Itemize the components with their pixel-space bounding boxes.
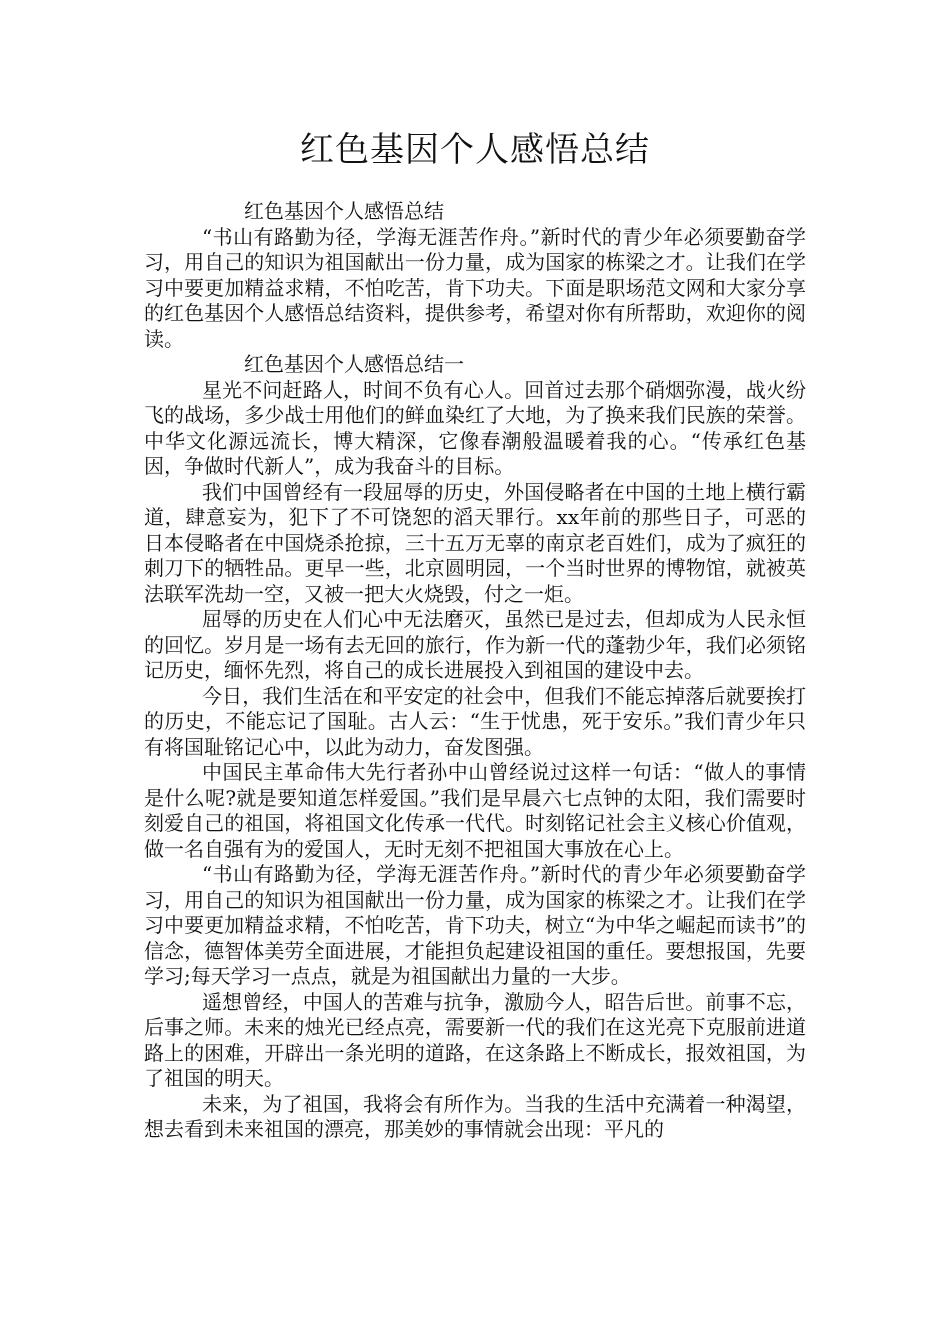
- paragraph: 未来，为了祖国，我将会有所作为。当我的生活中充满着一种渴望，想去看到未来祖国的漂亮，那美妙的事情就会出现：平凡的: [144, 1091, 806, 1141]
- paragraph: “书山有路勤为径，学海无涯苦作舟。”新时代的青少年必须要勤奋学习，用自己的知识为祖国献出一份力量，成为国家的栋梁之才。让我们在学习中要更加精益求精，不怕吃苦，肯下功夫。下面是职场范文网和大家分享的红色基因个人感悟总结资料，提供参考，希望对你有所帮助，欢迎你的阅读。: [144, 224, 806, 351]
- paragraph: 星光不问赶路人，时间不负有心人。回首过去那个硝烟弥漫，战火纷飞的战场，多少战士用他们的鲜血染红了大地，为了换来我们民族的荣誉。中华文化源远流长，博大精深，它像春潮般温暖着我的心。“传承红色基因，争做时代新人”，成为我奋斗的目标。: [144, 377, 806, 478]
- document-title: 红色基因个人感悟总结: [300, 130, 650, 170]
- subheading: 红色基因个人感悟总结一: [244, 352, 464, 376]
- document-body: [144, 199, 806, 1143]
- paragraph: 今日，我们生活在和平安定的社会中，但我们不能忘掉落后就要挨打的历史，不能忘记了国耻。古人云：“生于忧患，死于安乐。”我们青少年只有将国耻铭记心中，以此为动力，奋发图强。: [144, 683, 806, 759]
- paragraph: 中国民主革命伟大先行者孙中山曾经说过这样一句话：“做人的事情是什么呢?就是要知道怎样爱国。”我们是早晨六七点钟的太阳，我们需要时刻爱自己的祖国，将祖国文化传承一代代。时刻铭记社会主义核心价值观，做一名自强有为的爱国人，无时无刻不把祖国大事放在心上。: [144, 760, 806, 861]
- subheading: 红色基因个人感悟总结: [244, 199, 444, 223]
- paragraph: 屈辱的历史在人们心中无法磨灭，虽然已是过去，但却成为人民永恒的回忆。岁月是一场有去无回的旅行，作为新一代的蓬勃少年，我们必须铭记历史，缅怀先烈，将自己的成长进展投入到祖国的建设中去。: [144, 607, 806, 682]
- paragraph: 遥想曾经，中国人的苦难与抗争，激励今人，昭告后世。前事不忘，后事之师。未来的烛光已经点亮，需要新一代的我们在这光亮下克服前进道路上的困难，开辟出一条光明的道路，在这条路上不断成长，报效祖国，为了祖国的明天。: [144, 989, 806, 1090]
- paragraph: 我们中国曾经有一段屈辱的历史，外国侵略者在中国的土地上横行霸道，肆意妄为，犯下了不可饶恕的滔天罪行。xx年前的那些日子，可恶的日本侵略者在中国烧杀抢掠，三十五万无辜的南京老百姓们，成为了疯狂的刺刀下的牺牲品。更早一些，北京圆明园，一个当时世界的博物馆，就被英法联军洗劫一空，又被一把大火烧毁，付之一炬。: [144, 479, 806, 606]
- paragraph: “书山有路勤为径，学海无涯苦作舟。”新时代的青少年必须要勤奋学习，用自己的知识为祖国献出一份力量，成为国家的栋梁之才。让我们在学习中要更加精益求精，不怕吃苦，肯下功夫，树立“为中华之崛起而读书”的信念，德智体美劳全面进展，才能担负起建设祖国的重任。要想报国，先要学习;每天学习一点点，就是为祖国献出力量的一大步。: [144, 862, 806, 988]
